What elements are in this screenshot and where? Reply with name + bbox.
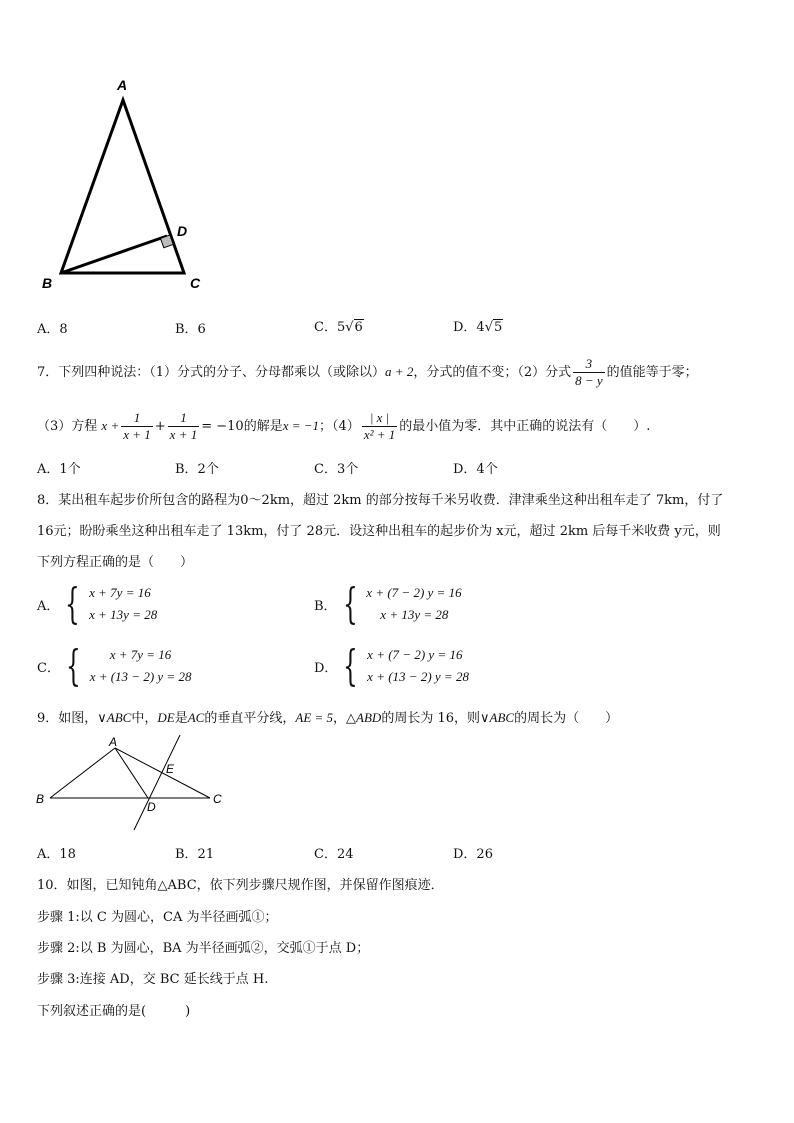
q9-option-c: C．24 xyxy=(314,847,354,862)
q6-option-d-radicand: 5 xyxy=(494,320,503,335)
q8-d-label: D． xyxy=(314,660,338,676)
q7-solution: x = −1 xyxy=(282,418,320,433)
segment-ab xyxy=(50,748,115,798)
q8-option-d: D． { x + (7 − 2) y = 16 x + (13 − 2) y = 28 xyxy=(314,641,469,690)
label-e: E xyxy=(166,762,175,776)
q6-option-d: D．4√5 xyxy=(453,320,503,335)
q9-text-c: 是 xyxy=(174,711,188,726)
label-d: D xyxy=(147,800,156,814)
q9-triangle-2: ∨ABC xyxy=(480,710,515,725)
q8-line3: 下列方程正确的是（ ） xyxy=(37,555,194,570)
q7-text-4: （3）方程 xyxy=(37,419,98,434)
q9-text-a: 9．如图， xyxy=(37,711,98,726)
label-c: C xyxy=(213,792,222,806)
label-c: C xyxy=(190,275,201,291)
q8-a-eq2: x + 13y = 28 xyxy=(89,607,158,622)
q7-eq-frac-2: $\frac{1}{x + 1}$ xyxy=(169,410,198,442)
q9-option-d: D．26 xyxy=(453,847,493,862)
triangle-figure-2 xyxy=(30,728,240,838)
q8-b-eq2: x + 13y = 28 xyxy=(380,607,449,622)
q8-option-b: B． { x + (7 − 2) y = 16 x + 13y = 28 xyxy=(314,579,462,628)
q9-option-a: A．18 xyxy=(37,847,76,862)
q8-d-eq2: x + (13 − 2) y = 28 xyxy=(367,669,469,684)
q7-option-b: B．2个 xyxy=(175,462,219,477)
label-d: D xyxy=(177,223,188,239)
q9-de: DE xyxy=(157,710,175,725)
segment-ad xyxy=(115,748,148,798)
q10-step1: 步骤 1:以 C 为圆心，CA 为半径画弧①； xyxy=(37,910,278,925)
q8-c-label: C． xyxy=(37,660,60,676)
q7-eq-plus: + xyxy=(154,419,166,434)
q9-text-f: 的周长为 16，则 xyxy=(381,711,481,726)
label-a: A xyxy=(117,77,128,93)
q8-c-eq1: x + 7y = 16 xyxy=(109,647,172,662)
q7-line1 xyxy=(37,356,698,389)
q7-eq-rhs: = −10 xyxy=(201,419,244,434)
q10-question: 下列叙述正确的是( ) xyxy=(37,1004,191,1019)
q7-option-c: C．3个 xyxy=(314,462,359,477)
label-b: B xyxy=(42,275,53,291)
q9-line1 xyxy=(37,707,618,726)
q10-line1: 10．如图，已知钝角△ABC，依下列步骤尺规作图，并保留作图痕迹． xyxy=(37,878,444,893)
q7-option-a: A．1个 xyxy=(37,462,81,477)
q7-fraction-4: $\frac{| x |}{\text{x² + 1}}$ xyxy=(363,410,396,442)
q9-ac: AC xyxy=(187,710,205,725)
q7-option-d: D．4个 xyxy=(453,462,498,477)
q8-line1: 8．某出租车起步价所包含的路程为0～2km，超过 2km 的部分按每千米另收费．津津乘坐这种出租车走了 7km，付了 xyxy=(37,493,724,508)
q7-text-5: 的解是 xyxy=(243,419,283,434)
q8-option-c: C． { x + 7y = 16 x + (13 − 2) y = 28 xyxy=(37,641,192,690)
q8-option-a: A． { x + 7y = 16 x + 13y = 28 xyxy=(37,579,158,628)
label-a: A xyxy=(109,735,118,749)
q8-b-label: B． xyxy=(314,598,337,614)
q8-line2: 16元；盼盼乘坐这种出租车走了 13km，付了 28元．设这种出租车的起步价为 x元，超过 2km 后每千米收费 y元，则 xyxy=(37,524,721,539)
q9-triangle-1: ∨ABC xyxy=(97,710,132,725)
triangle-figure-1 xyxy=(30,70,220,300)
q9-option-b: B．21 xyxy=(175,847,215,862)
q7-eq-x: x + xyxy=(101,418,120,433)
q7-text-2: ，分式的值不变；（2）分式 xyxy=(413,365,572,380)
segment-bd xyxy=(61,236,167,273)
q7-fraction-2: $\frac{3}{8 - y}$ xyxy=(575,356,603,388)
q6-option-a: A．8 xyxy=(37,322,68,337)
q7-eq-frac-1: $\frac{1}{x + 1}$ xyxy=(123,410,151,442)
q8-a-label: A． xyxy=(37,598,60,614)
q8-a-eq1: x + 7y = 16 xyxy=(89,585,151,600)
q8-c-eq2: x + (13 − 2) y = 28 xyxy=(89,669,192,684)
q7-text-7: 的最小值为零．其中正确的说法有（ ）. xyxy=(399,419,651,434)
q9-ae: AE = 5 xyxy=(295,710,334,725)
q6-option-d-prefix: D．4 xyxy=(453,320,485,335)
q6-option-c: C．5√6 xyxy=(314,320,363,335)
q6-option-b: B．6 xyxy=(175,322,206,337)
q7-text-3: 的值能等于零； xyxy=(606,365,698,380)
q7-expr: a + 2 xyxy=(385,364,414,379)
perpendicular-bisector-de xyxy=(134,735,180,830)
q7-line2 xyxy=(37,410,650,443)
q9-text-e: ， xyxy=(333,711,347,726)
label-b: B xyxy=(36,792,45,806)
q9-text-d: 的垂直平分线， xyxy=(204,711,296,726)
q9-abd: △ABD xyxy=(346,710,382,725)
q10-step3: 步骤 3:连接 AD，交 BC 延长线于点 H. xyxy=(37,972,269,987)
q8-d-eq1: x + (7 − 2) y = 16 xyxy=(367,647,463,662)
q7-text-1: 7．下列四种说法：（1）分式的分子、分母都乘以（或除以） xyxy=(37,365,386,380)
q6-option-c-prefix: C．5 xyxy=(314,320,346,335)
q9-text-b: 中， xyxy=(131,711,158,726)
q8-b-eq1: x + (7 − 2) y = 16 xyxy=(366,585,462,600)
segment-ac xyxy=(115,748,210,798)
q10-step2: 步骤 2:以 B 为圆心，BA 为半径画弧②，交弧①于点 D； xyxy=(37,941,370,956)
q7-text-6: ；（4） xyxy=(319,419,360,434)
q9-text-g: 的周长为（ ） xyxy=(514,711,619,726)
q6-option-c-radicand: 6 xyxy=(354,320,363,335)
